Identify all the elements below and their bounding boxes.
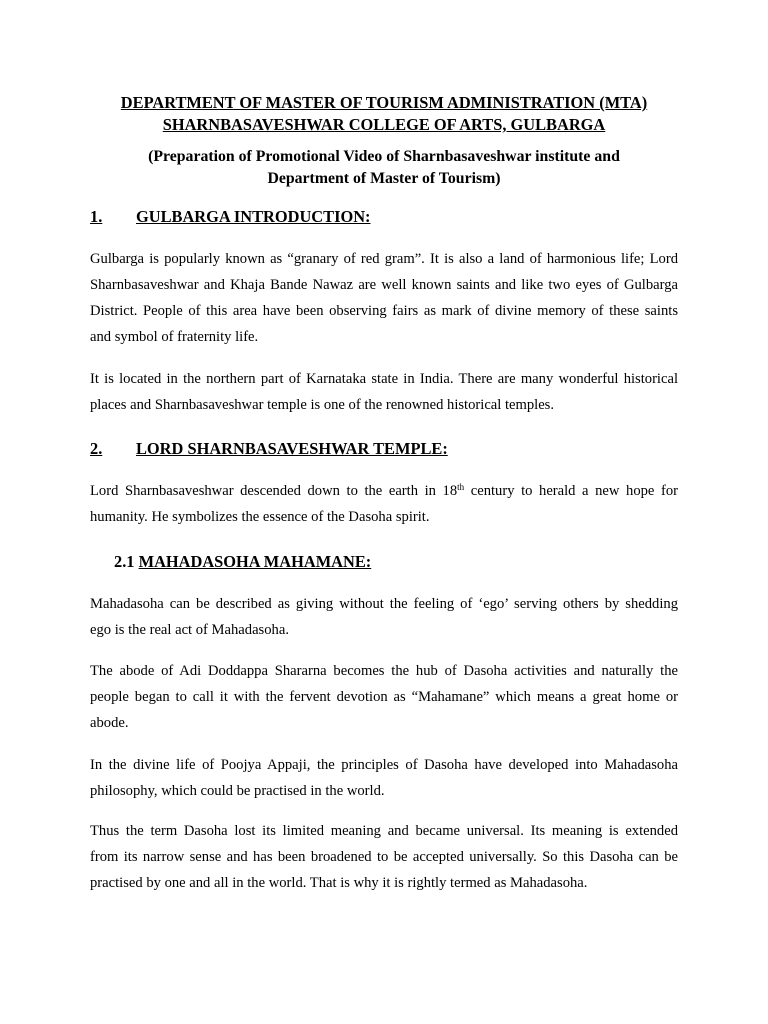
text-line: The abode of Adi Doddappa Shararna becomes the hub of Dasoha activities and naturally the bbox=[90, 663, 678, 679]
section-1-heading: GULBARGA INTRODUCTION: bbox=[136, 207, 371, 226]
text-line: abode. bbox=[90, 715, 129, 731]
text-segment: century to herald a new hope for bbox=[464, 483, 678, 499]
text-line: Sharnbasaveshwar and Khaja Bande Nawaz are well known saints and like two eyes of Gulbarga bbox=[90, 277, 678, 293]
subtitle-line-2: Department of Master of Tourism) bbox=[267, 170, 501, 187]
title-line-1: DEPARTMENT OF MASTER OF TOURISM ADMINISTRATION (MTA) bbox=[120, 93, 648, 112]
subtitle-line-1: (Preparation of Promotional Video of Sharnbasaveshwar institute and bbox=[148, 148, 620, 165]
text-line: philosophy, which could be practised in the world. bbox=[90, 783, 385, 799]
text-line: It is located in the northern part of Karnataka state in India. There are many wonderful historical bbox=[90, 371, 678, 387]
title-line-2: SHARNBASAVESHWAR COLLEGE OF ARTS, GULBARGA bbox=[162, 115, 606, 134]
section-2-heading: LORD SHARNBASAVESHWAR TEMPLE: bbox=[136, 439, 448, 458]
text-line: places and Sharnbasaveshwar temple is one of the renowned historical temples. bbox=[90, 397, 555, 413]
text-line: Thus the term Dasoha lost its limited meaning and became universal. Its meaning is extended bbox=[90, 823, 678, 839]
text-line: practised by one and all in the world. That is why it is rightly termed as Mahadasoha. bbox=[90, 875, 588, 891]
section-2-1-number: 2.1 bbox=[114, 552, 139, 571]
section-2-1-heading-row bbox=[114, 551, 371, 573]
text-line: and symbol of fraternity life. bbox=[90, 329, 259, 345]
section-1-paragraph-1 bbox=[90, 246, 678, 350]
section-1-paragraph-2 bbox=[90, 366, 678, 418]
section-2-1-paragraph-4 bbox=[90, 818, 678, 896]
text-line: people began to call it with the fervent devotion as “Mahamane” which means a great home or bbox=[90, 689, 678, 705]
text-line bbox=[90, 478, 678, 504]
text-line: District. People of this area have been observing fairs as mark of divine memory of these saints bbox=[90, 303, 678, 319]
ordinal-superscript: th bbox=[457, 482, 465, 492]
text-line: from its narrow sense and has been broadened to be accepted universally. So this Dasoha can be bbox=[90, 849, 678, 865]
section-2-1-paragraph-2 bbox=[90, 658, 678, 736]
text-segment: Lord Sharnbasaveshwar descended down to the earth in 18 bbox=[90, 483, 458, 499]
text-line: Gulbarga is popularly known as “granary of red gram”. It is also a land of harmonious life; Lord bbox=[90, 251, 678, 267]
section-1-number: 1. bbox=[90, 207, 103, 226]
section-2-1-paragraph-1 bbox=[90, 591, 678, 643]
section-2-number: 2. bbox=[90, 439, 103, 458]
text-line: humanity. He symbolizes the essence of the Dasoha spirit. bbox=[90, 509, 430, 525]
section-2-1-heading: MAHADASOHA MAHAMANE: bbox=[138, 552, 372, 571]
section-2-paragraph-1 bbox=[90, 478, 678, 530]
section-2-1-paragraph-3 bbox=[90, 752, 678, 804]
text-line: ego is the real act of Mahadasoha. bbox=[90, 622, 289, 638]
text-line: In the divine life of Poojya Appaji, the principles of Dasoha have developed into Mahadasoha bbox=[90, 757, 678, 773]
text-line: Mahadasoha can be described as giving without the feeling of ‘ego’ serving others by shedding bbox=[90, 596, 678, 612]
